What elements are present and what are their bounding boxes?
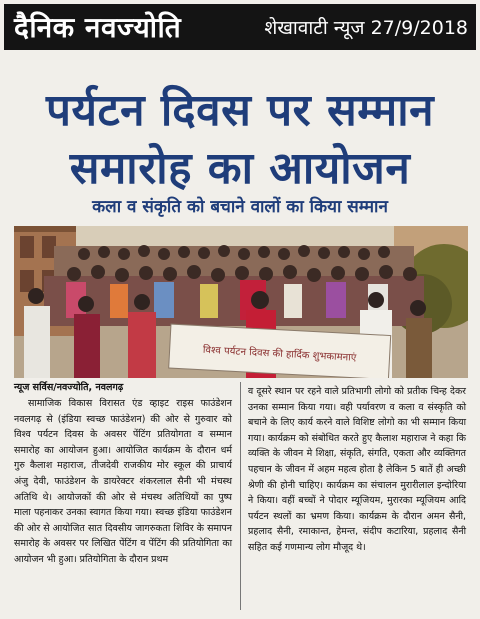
edition-date: शेखावाटी न्यूज 27/9/2018: [264, 17, 468, 39]
column-divider: [240, 382, 241, 610]
subheadline: कला व संकृति को बचाने वालों का किया सम्मान: [92, 197, 388, 217]
article-column-right: [248, 384, 466, 556]
newspaper-name: दैनिक नवज्योति: [14, 11, 182, 44]
article-column-left: [14, 396, 232, 568]
headline-line-1: पर्यटन दिवस पर सम्मान: [45, 85, 435, 136]
article-text-right: व दूसरे स्थान पर रहने वाले प्रतिभागी लोगो को प्रतीक चिन्ह देकर उनका सम्मान किया गया। वही पर्यावरण व कला व संस्कृति को बचाने के लिए कार्य करने वाले विशिष्ट लोगो का भी सम्मान किया गया। कार्यक्रम को संबोधित करते हुए कैलाश महाराज ने कहा कि व्यक्ति के जीवन मे शिक्षा, संकृति, संगति, एकता और व्यक्तिगत पहचान के जीवन में अहम महत्व होता है लेकिन 5 बातें ही अच्छी श्रेणी की होनी चाहिए। कार्यक्रम का संचालन मुरारीलाल इन्दोरिया ने किया। वहीं बच्चों ने पोदार म्यूजियम, मुरारका म्यूजियम आदि पर्यटन स्थलों का भ्रमण किया। कार्यक्रम के दौरान अमन सैनी, प्रहलाद सैनी, रमाकान्त, हेमन्त, संदीप कटारिया, प्रहलाद सैनी सहित कई गणमान्य लोग मौजूद थे।: [248, 386, 466, 553]
article-text-left: सामाजिक विकास विरासत एंड व्हाइट राइस फाउंडेशन नवलगढ़ से (इंडिया स्वच्छ फाउंडेशन) की ओर से गुरुवार को विश्व पर्यटन दिवस के अवसर पेंटिंग प्रतियोगता व सम्मान समारोह का आयोजन हुआ। आयोजित कार्यक्रम के दौरान धर्म गुरु कैलाश महाराज, तीजदेवी राजकीय मोर स्कूल की प्राचार्य अंजु देवी, फाउंडेशन के डायरेक्टर शंकरलाल सैनी भी मंचस्थ अतिथि थे। आयोजकों की ओर से मंचस्थ अतिथियों का पुष्प माला पहनाकर उनका स्वागत किया गया। स्वच्छ इंडिया फाउंडेशन की ओर से आयोजित सात दिवसीय जागरुकता शिविर के समापन समारोह के अवसर पर लिखित पेंटिंग व पेंटिंग की प्रतियोगिता का आयोजन भी हुआ। प्रतियोगिता के दौरान प्रथम: [14, 398, 232, 565]
headline-line-2: समारोह का आयोजन: [69, 143, 411, 194]
event-photo: [14, 226, 468, 378]
byline: न्यूज सर्विस/नवज्योति, नवलगढ़: [14, 382, 124, 393]
banner-text: विश्व पर्यटन दिवस की हार्दिक शुभकामनाएं: [202, 344, 357, 364]
masthead: [4, 4, 476, 50]
